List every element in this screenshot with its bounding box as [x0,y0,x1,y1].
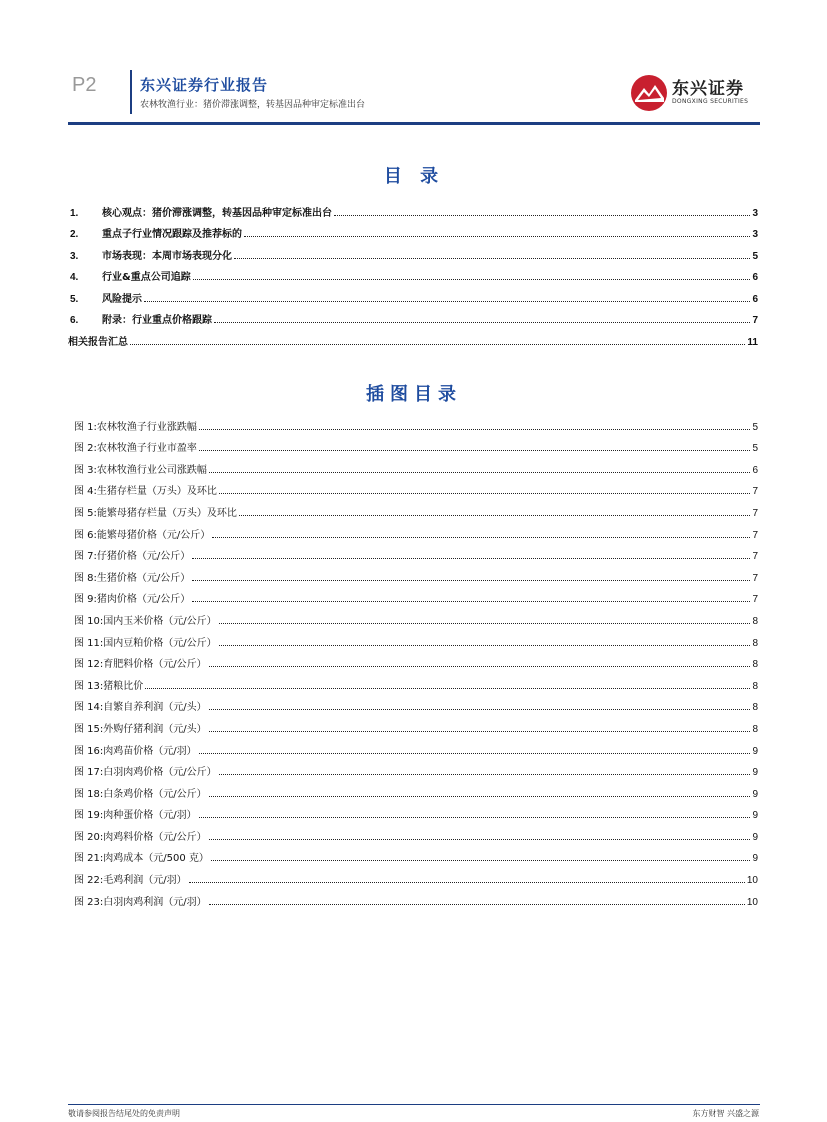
figure-entry-page: 9 [752,745,758,757]
figure-entry-title: 图 6:能繁母猪价格（元/公斤） [74,529,211,541]
toc-entry-number: 5. [70,293,79,305]
header-rule [68,122,760,125]
figure-entry-title: 图 22:毛鸡利润（元/羽） [74,875,187,887]
figure-list [68,411,758,908]
figure-entry[interactable] [68,433,758,455]
figure-entry-title: 图 15:外购仔猪利润（元/头） [74,723,207,735]
figure-entry-title: 图 17:白羽肉鸡价格（元/公斤） [74,767,217,779]
figure-entry-page: 6 [752,464,758,476]
figure-entry-page: 7 [752,486,758,498]
figure-entry-title: 图 16:肉鸡苗价格（元/羽） [74,745,197,757]
figure-entry[interactable] [68,843,758,865]
toc-entry-title: 重点子行业情况跟踪及推荐标的 [102,229,242,240]
toc-list [68,197,758,348]
toc-entry[interactable] [68,326,758,348]
dot-leader [209,796,751,797]
figure-entry-page: 7 [752,594,758,606]
dot-leader [214,322,750,323]
toc-entry-title: 相关报告汇总 [68,336,128,348]
figure-entry-title: 图 21:肉鸡成本（元/500 克） [74,853,209,865]
dot-leader [192,558,750,559]
dot-leader [209,904,745,905]
figure-entry-page: 8 [752,702,758,714]
dot-leader [239,515,751,516]
toc-entry-page: 5 [752,250,758,262]
figure-entry[interactable] [68,541,758,563]
page-header [68,70,760,122]
dot-leader [234,258,750,259]
dot-leader [193,279,751,280]
figure-entry-title: 图 18:白条鸡价格（元/公斤） [74,788,207,800]
figure-entry[interactable] [68,497,758,519]
toc-entry-number: 6. [70,315,79,326]
header-divider [130,70,132,114]
dot-leader [219,623,751,624]
dot-leader [192,601,750,602]
figure-entry[interactable] [68,562,758,584]
figure-entry-page: 8 [752,637,758,649]
figure-entry-page: 8 [752,659,758,671]
dot-leader [199,753,751,754]
toc-entry-number: 1. [70,207,79,219]
footer-slogan: 东方财智 兴盛之源 [692,1109,759,1118]
figure-entry[interactable] [68,692,758,714]
toc-entry[interactable] [68,219,758,241]
toc-entry-number: 4. [70,272,79,283]
figure-entry-page: 8 [752,680,758,692]
figure-entry-page: 10 [746,875,758,887]
figure-entry-page: 9 [752,810,758,822]
dot-leader [199,450,751,451]
figure-entry-title: 图 23:白羽肉鸡利润（元/羽） [74,896,207,908]
figure-entry-page: 7 [752,572,758,584]
logo-text: 东兴证券 [672,79,744,99]
toc-entry[interactable] [68,197,758,219]
dot-leader [145,688,750,689]
figure-entry-title: 图 8:生猪价格（元/公斤） [74,572,191,584]
toc-entry-page: 3 [752,207,758,219]
toc-entry-page: 7 [752,315,758,326]
dot-leader [199,817,751,818]
dot-leader [219,774,751,775]
dot-leader [192,580,750,581]
dot-leader [219,493,751,494]
figure-entry-title: 图 10:国内玉米价格（元/公斤） [74,615,217,627]
figure-entry-title: 图 14:自繁自养利润（元/头） [74,702,207,714]
figure-entry[interactable] [68,778,758,800]
toc-entry-number: 2. [70,229,79,240]
figure-entry-page: 5 [752,421,758,433]
figure-entry[interactable] [68,670,758,692]
figure-entry-page: 5 [752,443,758,455]
figure-entry-title: 图 9:猪肉价格（元/公斤） [74,594,191,606]
dot-leader [144,301,750,302]
report-brand-title: 东兴证券行业报告 [140,76,269,94]
figure-entry[interactable] [68,649,758,671]
dot-leader [199,429,751,430]
figure-entry[interactable] [68,411,758,433]
figure-entry[interactable] [68,886,758,908]
dot-leader [209,731,751,732]
dot-leader [244,236,750,237]
toc-entry-title: 行业&重点公司追踪 [102,272,191,283]
report-subtitle: 农林牧渔行业：猪价滞涨调整，转基因品种审定标准出台 [140,100,366,110]
figure-entry-title: 图 2:农林牧渔子行业市盈率 [74,443,197,455]
figure-entry-title: 图 7:仔猪价格（元/公斤） [74,551,191,563]
footer-rule [68,1104,760,1105]
figure-entry[interactable] [68,864,758,886]
figure-entry[interactable] [68,519,758,541]
figure-entry[interactable] [68,476,758,498]
dot-leader [219,645,751,646]
page-number: P2 [72,74,97,96]
figure-entry[interactable] [68,627,758,649]
toc-entry[interactable] [68,305,758,327]
figure-entry[interactable] [68,713,758,735]
figure-entry[interactable] [68,757,758,779]
figure-entry-page: 7 [752,551,758,563]
toc-entry[interactable] [68,262,758,284]
company-logo [630,74,760,114]
logo-mark-icon [630,74,668,112]
dot-leader [211,860,751,861]
figure-entry[interactable] [68,605,758,627]
figure-entry-title: 图 11:国内豆粕价格（元/公斤） [74,637,217,649]
toc-title: 目 录 [383,166,445,187]
dot-leader [209,709,751,710]
toc-entry-title: 风险提示 [102,293,142,305]
figure-entry[interactable] [68,454,758,476]
toc-entry-page: 11 [747,336,758,348]
dot-leader [189,882,745,883]
dot-leader [209,666,751,667]
figure-entry-title: 图 12:育肥料价格（元/公斤） [74,659,207,671]
toc-entry-title: 核心观点：猪价滞涨调整，转基因品种审定标准出台 [102,207,332,219]
figure-entry[interactable] [68,735,758,757]
toc-entry[interactable] [68,283,758,305]
figure-entry-title: 图 19:肉种蛋价格（元/羽） [74,810,197,822]
figure-entry-page: 9 [752,788,758,800]
figure-entry[interactable] [68,800,758,822]
dot-leader [130,344,745,345]
figure-entry-title: 图 1:农林牧渔子行业涨跌幅 [74,421,197,433]
figure-entry-page: 10 [746,896,758,908]
toc-entry-title: 市场表现：本周市场表现分化 [102,250,232,262]
toc-entry-page: 6 [752,272,758,283]
footer-disclaimer: 敬请参阅报告结尾处的免责声明 [68,1109,180,1118]
logo-english: DONGXING SECURITIES [672,98,749,105]
dot-leader [334,215,750,216]
figure-entry-page: 7 [752,507,758,519]
toc-entry-page: 6 [752,293,758,305]
figure-entry-title: 图 5:能繁母猪存栏量（万头）及环比 [74,507,237,519]
toc-entry-number: 3. [70,250,79,262]
toc-entry-title: 附录：行业重点价格跟踪 [102,315,212,326]
figure-entry-page: 8 [752,615,758,627]
figure-entry-title: 图 4:生猪存栏量（万头）及环比 [74,486,217,498]
figure-entry-page: 8 [752,723,758,735]
figure-entry[interactable] [68,584,758,606]
dot-leader [209,472,751,473]
figure-entry-page: 9 [752,767,758,779]
figure-entry-title: 图 3:农林牧渔行业公司涨跌幅 [74,464,207,476]
figure-list-title: 插图目录 [366,384,462,405]
figure-entry[interactable] [68,821,758,843]
figure-entry-page: 7 [752,529,758,541]
figure-entry-title: 图 20:肉鸡料价格（元/公斤） [74,831,207,843]
figure-entry-title: 图 13:猪粮比价 [74,680,144,692]
toc-entry-page: 3 [752,229,758,240]
figure-entry-page: 9 [752,853,758,865]
figure-entry-page: 9 [752,831,758,843]
dot-leader [209,839,751,840]
toc-entry[interactable] [68,240,758,262]
dot-leader [212,537,750,538]
